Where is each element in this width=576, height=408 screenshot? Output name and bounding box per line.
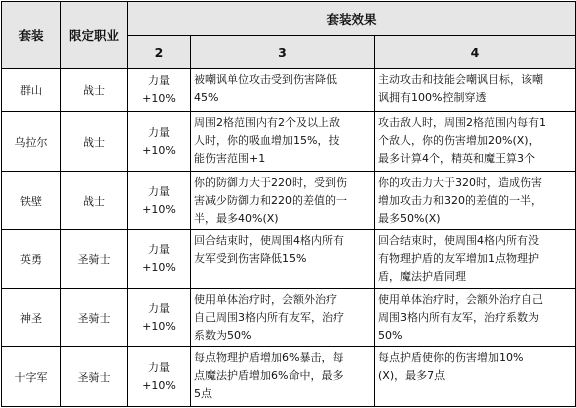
header-set-name: 套装 <box>2 2 61 69</box>
class-cell: 战士 <box>61 112 128 172</box>
effect-3-cell: 周围2格范围内有2个及以上敌 人时，你的吸血增加15%，技 能伤害范围+1 <box>191 112 375 172</box>
effect-4-cell: 攻击敌人时，周围2格范围内每有1 个敌人，你的伤害增加20%(X)， 最多计算4个，精英和魔王算3个 <box>375 112 576 172</box>
set-name-cell: 铁壁 <box>2 172 61 230</box>
set-name-cell: 英勇 <box>2 230 61 289</box>
header-pieces-4: 4 <box>375 36 576 69</box>
bonus-2-cell: 力量 +10% <box>128 289 191 347</box>
bonus-2-cell: 力量 +10% <box>128 230 191 289</box>
bonus-2-cell: 力量 +10% <box>128 172 191 230</box>
bonus-2-cell: 力量 +10% <box>128 112 191 172</box>
class-cell: 圣骑士 <box>61 289 128 347</box>
effect-3-cell: 你的防御力大于220时，受到伤 害减少防御力和220的差值的一 半，最多40%(X) <box>191 172 375 230</box>
table-row <box>2 289 576 347</box>
bonus-2-cell: 力量 +10% <box>128 69 191 112</box>
bonus-2-cell: 力量 +10% <box>128 347 191 407</box>
set-name-cell: 乌拉尔 <box>2 112 61 172</box>
effect-3-cell: 使用单体治疗时，会额外治疗 自己周围3格内所有友军，治疗 系数为50% <box>191 289 375 347</box>
header-pieces-2: 2 <box>128 36 191 69</box>
effect-4-cell: 主动攻击和技能会嘲讽目标，该嘲 讽拥有100%控制穿透 <box>375 69 576 112</box>
header-set-effects: 套装效果 <box>128 2 576 36</box>
effect-3-cell: 每点物理护盾增加6%暴击，每 点魔法护盾增加6%命中，最多 5点 <box>191 347 375 407</box>
class-cell: 战士 <box>61 69 128 112</box>
class-cell: 战士 <box>61 172 128 230</box>
effect-3-cell: 被嘲讽单位攻击受到伤害降低 45% <box>191 69 375 112</box>
effect-4-cell: 使用单体治疗时，会额外治疗自己 周围3格内所有友军，治疗系数为 50% <box>375 289 576 347</box>
class-cell: 圣骑士 <box>61 347 128 407</box>
set-name-cell: 十字军 <box>2 347 61 407</box>
effect-3-cell: 回合结束时，使周围4格内所有 友军受到伤害降低15% <box>191 230 375 289</box>
set-name-cell: 群山 <box>2 69 61 112</box>
table-row <box>2 172 576 230</box>
table-row <box>2 230 576 289</box>
header-class: 限定职业 <box>61 2 128 69</box>
header-pieces-3: 3 <box>191 36 375 69</box>
effect-4-cell: 回合结束时，使周围4格内所有没 有物理护盾的友军增加1点物理护 盾，魔法护盾同理 <box>375 230 576 289</box>
effect-4-cell: 每点护盾使你的伤害增加10% (X)，最多7点 <box>375 347 576 407</box>
table-row <box>2 112 576 172</box>
effect-4-cell: 你的攻击力大于320时，造成伤害 增加攻击力和320的差值的一半， 最多50%(X) <box>375 172 576 230</box>
set-name-cell: 神圣 <box>2 289 61 347</box>
table-row <box>2 347 576 407</box>
set-effects-table <box>1 1 576 407</box>
table-row <box>2 69 576 112</box>
class-cell: 圣骑士 <box>61 230 128 289</box>
